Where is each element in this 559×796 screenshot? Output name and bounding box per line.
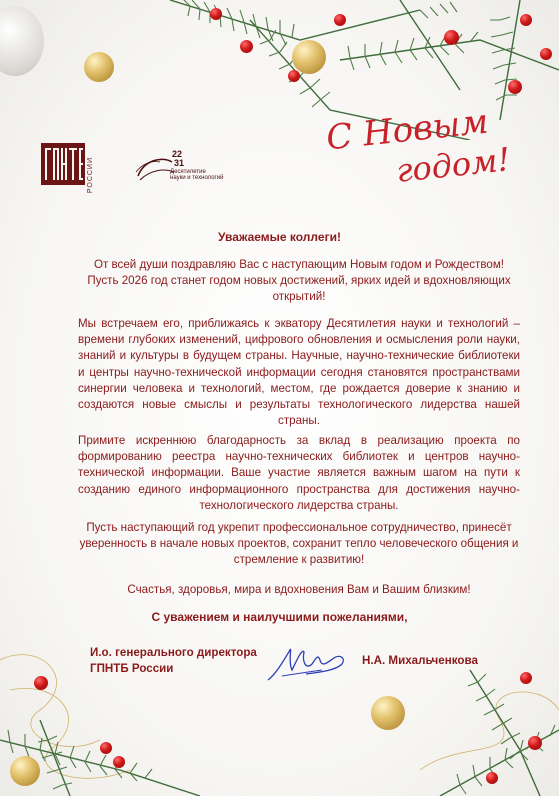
decade-year-start: 22	[172, 149, 183, 159]
gold-bauble-top	[292, 40, 326, 74]
greeting-line-1: С Новым	[324, 101, 491, 159]
decade-text-1: Десятилетие	[170, 169, 206, 175]
handwritten-signature	[262, 640, 352, 690]
red-berry	[334, 14, 346, 26]
greeting-line-2: годом!	[394, 140, 513, 190]
red-berry	[520, 672, 532, 684]
red-berry	[520, 14, 532, 26]
gold-bauble-bottom	[371, 696, 405, 730]
gold-bauble-top-left	[84, 52, 114, 82]
decade-logo	[134, 149, 224, 190]
red-berry	[240, 40, 253, 53]
gpntb-logo	[41, 143, 107, 194]
gpntb-logo-subtitle: РОССИИ	[87, 157, 94, 194]
decade-text-2: науки и технологий	[170, 175, 224, 181]
paragraph-5: Счастья, здоровья, мира и вдохновения Вам и Вашим близким!	[127, 583, 471, 596]
signer-role-line-2: ГПНТБ России	[90, 662, 174, 675]
signer-name: Н.А. Михальченкова	[362, 654, 478, 667]
signer-role-line-1: И.о. генерального директора	[90, 646, 257, 659]
red-berry	[288, 70, 300, 82]
paragraph-4: Пусть наступающий год укрепит профессиональное сотрудничество, принесёт уверенность в начале новых проектов, сохранит тепло человеческого общения и стремление к развитию!	[79, 521, 519, 567]
gold-bauble-bottom-left	[10, 756, 40, 786]
salutation: Уважаемые коллеги!	[218, 230, 341, 244]
red-berry	[100, 742, 112, 754]
paragraph-2: Мы встречаем его, приближаясь к экватору Десятилетия науки и технологий – времени глубоких изменений, цифрового обновления и осмысления роли науки, знаний и культуры в будущем страны. Научные, научно-технические библиотеки и центры научно-технической информации сегодня становятся пространствами синергии человека и технологий, местом, где рождается доверие к знанию и создаются новые смыслы и результаты технологического лидерства нашей страны.	[78, 317, 520, 428]
red-berry	[210, 8, 222, 20]
closing: С уважением и наилучшими пожеланиями,	[151, 610, 408, 624]
signer-role	[90, 645, 257, 677]
red-berry	[508, 80, 522, 94]
decade-swirl-icon	[134, 152, 174, 188]
red-berry	[540, 48, 552, 60]
paragraph-1: От всей души поздравляю Вас с наступающим Новым годом и Рождеством! Пусть 2026 год станет годом новых достижений, ярких идей и вдохновляющих открытий!	[87, 258, 511, 304]
gpntb-logo-mark-icon	[41, 143, 85, 185]
red-berry	[34, 676, 48, 690]
red-berry	[113, 756, 125, 768]
red-berry	[486, 772, 498, 784]
red-berry	[528, 736, 542, 750]
decade-year-end: 31	[174, 158, 185, 168]
red-berry	[444, 30, 459, 45]
paragraph-3: Примите искреннюю благодарность за вклад в реализацию проекта по формированию реестра научно-технических библиотек и центров научно-технической информации. Ваше участие является важным шагом на пути к созданию единого информационного пространства для достижения научно-технологического лидерства страны.	[78, 434, 520, 512]
